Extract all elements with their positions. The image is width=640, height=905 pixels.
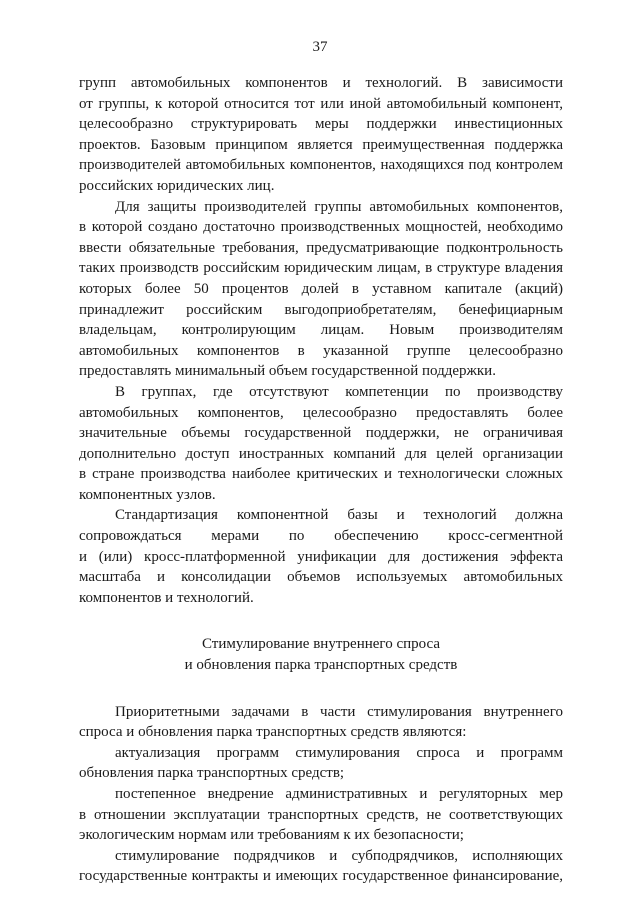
- text-line: ввести обязательные требования, предусматривающие подконтрольность: [79, 239, 563, 256]
- text-line: владельцам, контролирующим лицам. Новым производителям: [79, 322, 563, 339]
- text-line: значительные объемы государственной поддержки, не ограничивая: [79, 425, 563, 442]
- text-line: Приоритетными задачами в части стимулирования внутреннего: [115, 703, 563, 720]
- text-line: принадлежит российским выгодоприобретателям, бенефициарным: [79, 301, 563, 318]
- spacer: [79, 608, 563, 634]
- text-line: постепенное внедрение административных и регуляторных мер: [115, 786, 563, 802]
- list-item: [79, 784, 563, 846]
- text-line: государственные контракты и имеющих государственное финансирование,: [79, 868, 563, 885]
- text-line: автомобильных компонентов, целесообразно предоставлять более: [79, 404, 563, 421]
- text-line: компонентов и технологий.: [79, 589, 254, 606]
- paragraph-4: [79, 505, 563, 608]
- spacer: [79, 676, 563, 702]
- text-line: сопровождаться мерами по обеспечению кросс-сегментной: [79, 528, 563, 545]
- text-line: автомобильных компонентов в указанной группе целесообразно: [79, 342, 563, 359]
- text-line: от группы, к которой относится тот или иной автомобильный компонент,: [79, 95, 563, 112]
- text-line: обновления парка транспортных средств;: [79, 765, 345, 782]
- text-line: предоставлять минимальный объем государственной поддержки.: [79, 363, 496, 380]
- text-line: целесообразно структурировать меры поддержки инвестиционных: [79, 116, 563, 133]
- text-line: групп автомобильных компонентов и технологий. В зависимости: [79, 75, 563, 91]
- text-line: дополнительно доступ иностранных компаний для целей организации: [79, 445, 563, 462]
- text-line: стимулирование подрядчиков и субподрядчиков, исполняющих: [115, 847, 563, 864]
- text-line: экологическим нормам или требованиям к их безопасности;: [79, 827, 464, 844]
- text-line: в которой создано достаточно производственных мощностей, необходимо: [79, 219, 563, 236]
- text-line: масштаба и консолидации объемов используемых автомобильных: [79, 569, 563, 586]
- text-line: Для защиты производителей группы автомобильных компонентов,: [115, 198, 563, 215]
- document-body: [79, 73, 563, 887]
- list-item: [79, 743, 563, 784]
- paragraph-2: [79, 197, 563, 382]
- text-line: таких производств российским юридическим лицам, в структуре владения: [79, 260, 563, 277]
- text-line: Стандартизация компонентной базы и технологий должна: [115, 507, 563, 524]
- paragraph-3: [79, 382, 563, 506]
- text-line: актуализация программ стимулирования спроса и программ: [115, 744, 563, 761]
- text-line: и (или) кросс-платформенной унификации для достижения эффекта: [79, 548, 563, 565]
- text-line: проектов. Базовым принципом является преимущественная поддержка: [79, 136, 563, 153]
- text-line: в отношении эксплуатации транспортных средств, не соответствующих: [79, 806, 563, 823]
- section-heading-line: и обновления парка транспортных средств: [184, 657, 458, 674]
- text-line: которых более 50 процентов долей в уставном капитале (акций): [79, 280, 563, 297]
- paragraph-1: [79, 73, 563, 197]
- text-line: спроса и обновления парка транспортных средств являются:: [79, 724, 467, 741]
- paragraph-5: [79, 702, 563, 743]
- section-heading: [79, 634, 563, 675]
- text-line: в стране производства наиболее критических и технологически сложных: [79, 466, 563, 483]
- text-line: компонентных узлов.: [79, 486, 216, 503]
- page-number: 37: [312, 39, 328, 55]
- section-heading-line: Стимулирование внутреннего спроса: [201, 636, 441, 653]
- text-line: В группах, где отсутствуют компетенции по производству: [115, 383, 563, 400]
- text-line: производителей автомобильных компонентов, находящихся под контролем: [79, 157, 563, 174]
- text-line: российских юридических лиц.: [79, 177, 275, 194]
- list-item: [79, 846, 563, 887]
